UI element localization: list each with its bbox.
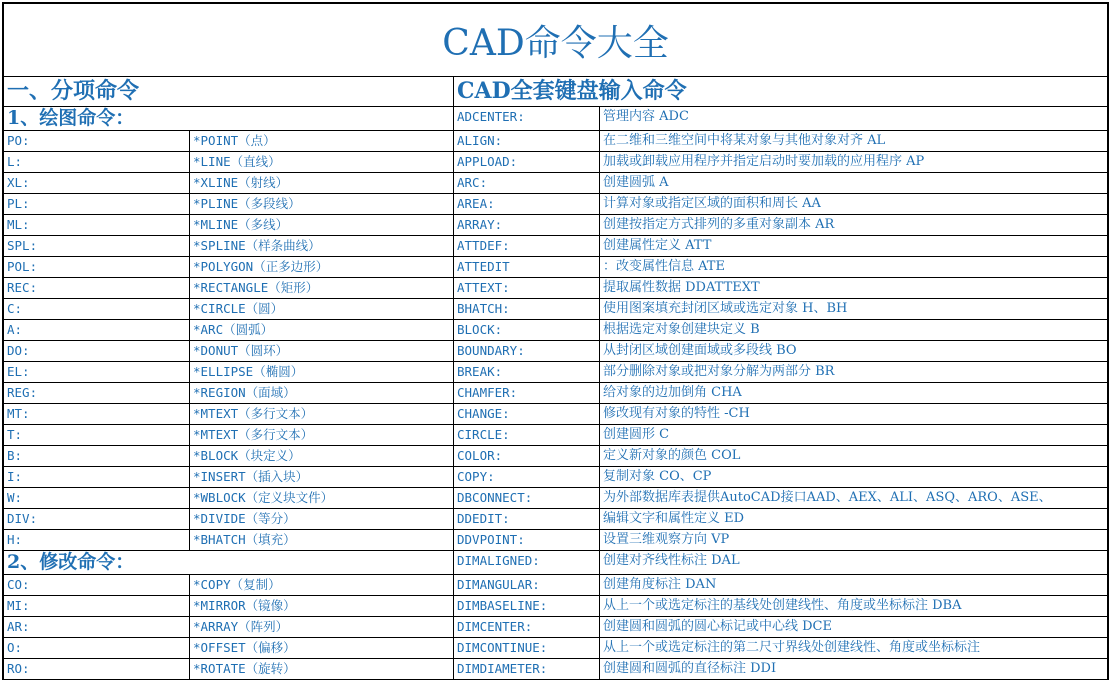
right-command: COPY: bbox=[454, 467, 600, 487]
command-name: *MTEXT（多行文本） bbox=[190, 404, 454, 424]
command-abbreviation: L: bbox=[4, 152, 190, 172]
command-abbreviation: DO: bbox=[4, 341, 190, 361]
table-row bbox=[4, 362, 1107, 383]
right-command: DDEDIT: bbox=[454, 509, 600, 529]
command-abbreviation: AR: bbox=[4, 617, 190, 637]
right-command: BLOCK: bbox=[454, 320, 600, 340]
table-row bbox=[4, 173, 1107, 194]
command-name: *DIVIDE（等分） bbox=[190, 509, 454, 529]
table-row bbox=[4, 215, 1107, 236]
right-command: DDVPOINT: bbox=[454, 530, 600, 550]
table-row bbox=[4, 575, 1107, 596]
right-description: 从上一个或选定标注的基线处创建线性、角度或坐标标注 DBA bbox=[603, 598, 962, 613]
table-row bbox=[4, 617, 1107, 638]
command-name: *POINT（点） bbox=[190, 131, 454, 151]
command-abbreviation: ML: bbox=[4, 215, 190, 235]
command-abbreviation: CO: bbox=[4, 575, 190, 595]
command-abbreviation: B: bbox=[4, 446, 190, 466]
command-abbreviation: SPL: bbox=[4, 236, 190, 256]
right-command: APPLOAD: bbox=[454, 152, 600, 172]
right-description: 部分删除对象或把对象分解为两部分 BR bbox=[603, 364, 835, 379]
table-row bbox=[4, 152, 1107, 173]
right-description: 管理内容 ADC bbox=[603, 109, 689, 124]
command-abbreviation: XL: bbox=[4, 173, 190, 193]
command-name: *MIRROR（镜像） bbox=[190, 596, 454, 616]
table-row bbox=[4, 278, 1107, 299]
command-name: *REGION（面域） bbox=[190, 383, 454, 403]
table-row bbox=[4, 530, 1107, 551]
table-row bbox=[4, 425, 1107, 446]
right-description: 创建角度标注 DAN bbox=[603, 577, 717, 592]
command-abbreviation: POL: bbox=[4, 257, 190, 277]
table-row bbox=[4, 404, 1107, 425]
table-row bbox=[4, 383, 1107, 404]
command-name: *POLYGON（正多边形） bbox=[190, 257, 454, 277]
command-abbreviation: C: bbox=[4, 299, 190, 319]
right-command: DBCONNECT: bbox=[454, 488, 600, 508]
table-row bbox=[4, 257, 1107, 278]
command-name: *COPY（复制） bbox=[190, 575, 454, 595]
table-row bbox=[4, 341, 1107, 362]
right-command: CIRCLE: bbox=[454, 425, 600, 445]
table-row bbox=[4, 446, 1107, 467]
command-sheet bbox=[2, 2, 1109, 680]
table-row bbox=[4, 320, 1107, 341]
right-description: 编辑文字和属性定义 ED bbox=[603, 511, 745, 526]
table-row bbox=[4, 131, 1107, 152]
command-abbreviation: H: bbox=[4, 530, 190, 550]
right-description: ：改变属性信息 ATE bbox=[603, 259, 725, 274]
command-name: *PLINE（多段线） bbox=[190, 194, 454, 214]
command-abbreviation: MT: bbox=[4, 404, 190, 424]
right-description: 从上一个或选定标注的第二尺寸界线处创建线性、角度或坐标标注 bbox=[603, 640, 981, 655]
right-description: 为外部数据库表提供AutoCAD接口AAD、AEX、ALI、ASQ、ARO、ASE、 bbox=[603, 490, 1052, 505]
command-abbreviation: I: bbox=[4, 467, 190, 487]
command-abbreviation: W: bbox=[4, 488, 190, 508]
command-name: *WBLOCK（定义块文件） bbox=[190, 488, 454, 508]
section1-row bbox=[4, 107, 1107, 131]
left-header: 一、分项命令 bbox=[4, 77, 454, 106]
right-command: BREAK: bbox=[454, 362, 600, 382]
right-description: 根据选定对象创建块定义 B bbox=[603, 322, 760, 337]
right-description: 加载或卸载应用程序并指定启动时要加载的应用程序 AP bbox=[603, 154, 925, 169]
sheet-title: CAD命令大全 bbox=[4, 4, 1107, 77]
command-name: *INSERT（插入块） bbox=[190, 467, 454, 487]
right-description: 在二维和三维空间中将某对象与其他对象对齐 AL bbox=[603, 133, 886, 148]
right-description: 创建圆和圆弧的圆心标记或中心线 DCE bbox=[603, 619, 832, 634]
right-description: 设置三维观察方向 VP bbox=[603, 532, 730, 547]
table-row bbox=[4, 509, 1107, 530]
right-command: AREA: bbox=[454, 194, 600, 214]
command-abbreviation: DIV: bbox=[4, 509, 190, 529]
right-command: ARRAY: bbox=[454, 215, 600, 235]
command-abbreviation: O: bbox=[4, 638, 190, 658]
right-description: 定义新对象的颜色 COL bbox=[603, 448, 741, 463]
command-name: *ROTATE（旋转） bbox=[190, 659, 454, 679]
right-command: DIMCENTER: bbox=[454, 617, 600, 637]
header-row bbox=[4, 77, 1107, 107]
command-name: *CIRCLE（圆） bbox=[190, 299, 454, 319]
command-name: *BHATCH（填充） bbox=[190, 530, 454, 550]
command-name: *ARC（圆弧） bbox=[190, 320, 454, 340]
command-abbreviation: EL: bbox=[4, 362, 190, 382]
right-command: DIMDIAMETER: bbox=[454, 659, 600, 679]
right-command: DIMCONTINUE: bbox=[454, 638, 600, 658]
right-command: BHATCH: bbox=[454, 299, 600, 319]
command-name: *SPLINE（样条曲线） bbox=[190, 236, 454, 256]
right-description: 创建对齐线性标注 DAL bbox=[603, 553, 740, 568]
right-description: 创建圆和圆弧的直径标注 DDI bbox=[603, 661, 777, 676]
command-name: *OFFSET（偏移） bbox=[190, 638, 454, 658]
table-row bbox=[4, 194, 1107, 215]
table-row bbox=[4, 488, 1107, 509]
table-row bbox=[4, 299, 1107, 320]
right-description: 创建按指定方式排列的多重对象副本 AR bbox=[603, 217, 835, 232]
right-command: DIMBASELINE: bbox=[454, 596, 600, 616]
right-description: 创建圆弧 A bbox=[603, 175, 669, 190]
right-command: CHAMFER: bbox=[454, 383, 600, 403]
command-abbreviation: REG: bbox=[4, 383, 190, 403]
section2-row bbox=[4, 551, 1107, 575]
modify-command-rows bbox=[4, 575, 1107, 680]
command-name: *MLINE（多线） bbox=[190, 215, 454, 235]
table-row bbox=[4, 236, 1107, 257]
command-abbreviation: T: bbox=[4, 425, 190, 445]
command-name: *ELLIPSE（椭圆） bbox=[190, 362, 454, 382]
command-abbreviation: RO: bbox=[4, 659, 190, 679]
draw-command-rows bbox=[4, 131, 1107, 551]
table-row bbox=[4, 659, 1107, 680]
section-modify-title: 2、修改命令： bbox=[4, 551, 454, 574]
command-name: *LINE（直线） bbox=[190, 152, 454, 172]
command-name: *DONUT（圆环） bbox=[190, 341, 454, 361]
table-row bbox=[4, 638, 1107, 659]
right-command: CHANGE: bbox=[454, 404, 600, 424]
right-description: 计算对象或指定区域的面积和周长 AA bbox=[603, 196, 821, 211]
command-name: *RECTANGLE（矩形） bbox=[190, 278, 454, 298]
section-draw-title: 1、绘图命令： bbox=[4, 107, 454, 130]
right-command: ATTEDIT bbox=[454, 257, 600, 277]
command-abbreviation: A: bbox=[4, 320, 190, 340]
right-command: ARC: bbox=[454, 173, 600, 193]
right-description: 创建圆形 C bbox=[603, 427, 670, 442]
right-command: DIMANGULAR: bbox=[454, 575, 600, 595]
right-command: ADCENTER: bbox=[454, 107, 600, 130]
command-abbreviation: MI: bbox=[4, 596, 190, 616]
right-command: ATTEXT: bbox=[454, 278, 600, 298]
right-description: 使用图案填充封闭区域或选定对象 H、BH bbox=[603, 301, 848, 316]
right-description: 从封闭区域创建面域或多段线 BO bbox=[603, 343, 797, 358]
right-command: COLOR: bbox=[454, 446, 600, 466]
right-description: 提取属性数据 DDATTEXT bbox=[603, 280, 760, 295]
command-abbreviation: PO: bbox=[4, 131, 190, 151]
command-name: *ARRAY（阵列） bbox=[190, 617, 454, 637]
right-description: 修改现有对象的特性 -CH bbox=[603, 406, 750, 421]
command-name: *BLOCK（块定义） bbox=[190, 446, 454, 466]
right-description: 创建属性定义 ATT bbox=[603, 238, 712, 253]
right-command: ATTDEF: bbox=[454, 236, 600, 256]
right-description: 给对象的边加倒角 CHA bbox=[603, 385, 742, 400]
right-command: DIMALIGNED: bbox=[454, 551, 600, 574]
table-row bbox=[4, 596, 1107, 617]
table-row bbox=[4, 467, 1107, 488]
command-abbreviation: REC: bbox=[4, 278, 190, 298]
right-command: BOUNDARY: bbox=[454, 341, 600, 361]
right-description: 复制对象 CO、CP bbox=[603, 469, 712, 484]
command-abbreviation: PL: bbox=[4, 194, 190, 214]
right-command: ALIGN: bbox=[454, 131, 600, 151]
command-name: *XLINE（射线） bbox=[190, 173, 454, 193]
right-header: CAD全套键盘输入命令 bbox=[457, 78, 687, 104]
command-name: *MTEXT（多行文本） bbox=[190, 425, 454, 445]
